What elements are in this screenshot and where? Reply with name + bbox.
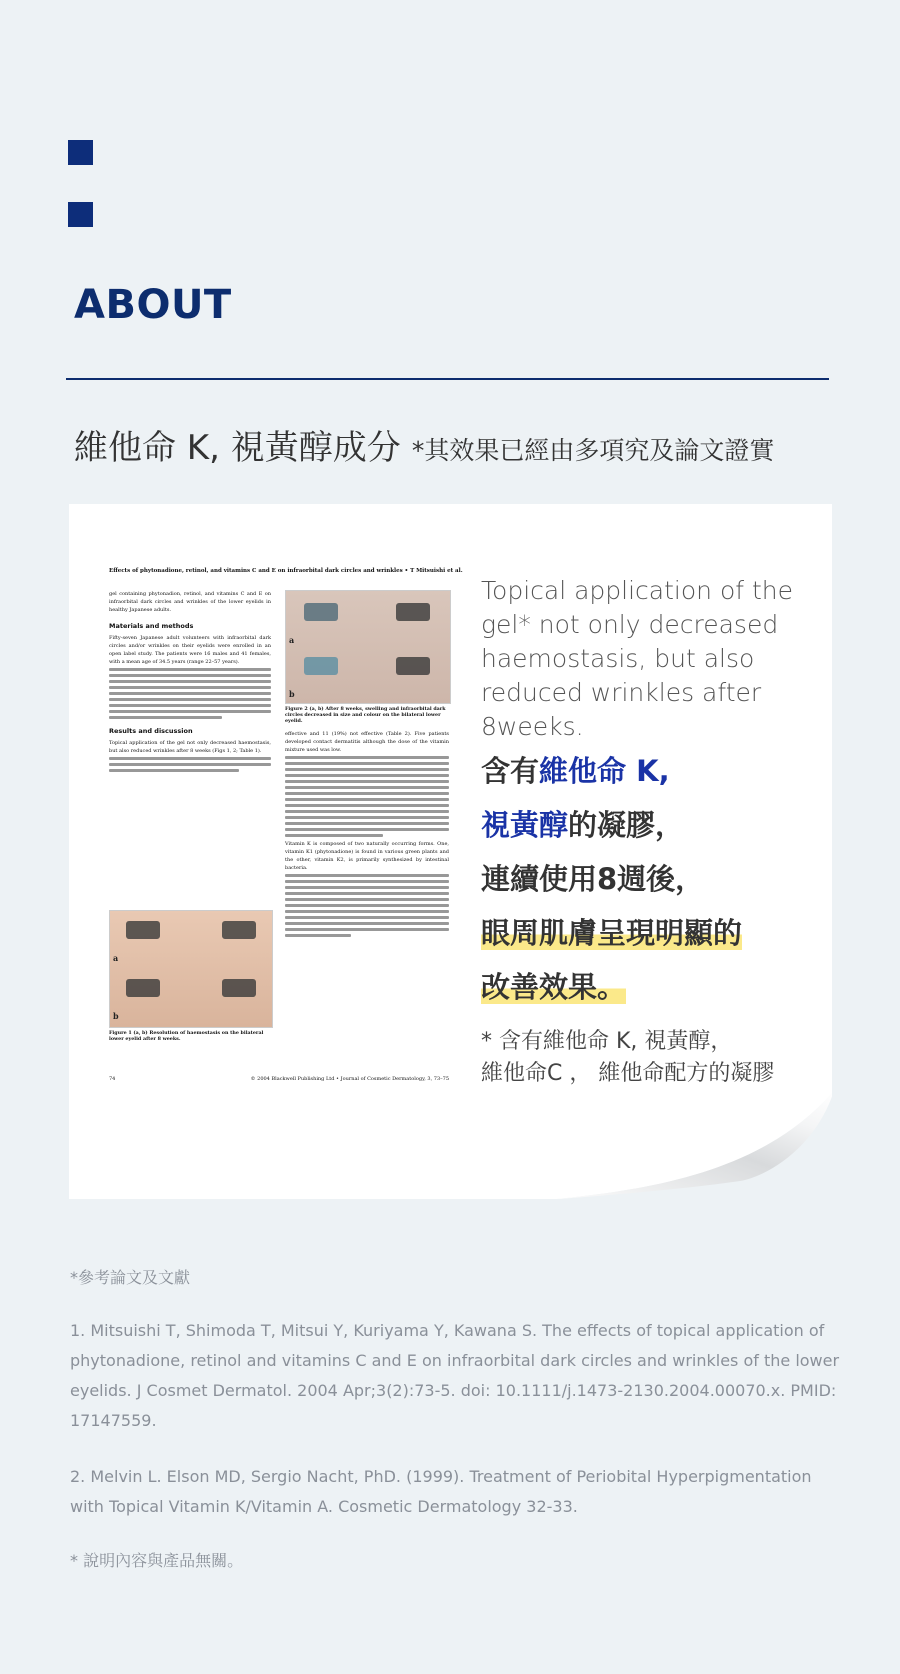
figure-label-a: a bbox=[113, 953, 119, 963]
zh-highlighted-text: 改善效果。 bbox=[481, 970, 627, 1004]
eye-region bbox=[222, 979, 256, 997]
zh-blue-text: 視黃醇 bbox=[481, 808, 569, 842]
paper-figure-2-caption: Figure 2 (a, b) After 8 weeks, swelling and infraorbital dark circles decreased in size and colour on the bilateral lower eyelid. bbox=[285, 706, 446, 724]
zh-line-5 bbox=[481, 960, 811, 1014]
figure-label-b: b bbox=[113, 1011, 119, 1021]
figure-label-b: b bbox=[289, 689, 295, 699]
paper-intro: gel containing phytonadion, retinol, and vitamins C and E on infraorbital dark circles and wrinkles of the lower eyelids in healthy Japanese adults. bbox=[109, 591, 271, 613]
decor-square-bottom bbox=[68, 202, 93, 227]
paper-text-lines bbox=[109, 757, 271, 772]
eye-region bbox=[126, 979, 160, 997]
disclaimer: * 說明內容與產品無關。 bbox=[70, 1551, 244, 1570]
eye-region bbox=[396, 657, 430, 675]
paper-results-text: Topical application of the gel not only decreased haemostasis, but also reduced wrinkles after 8 weeks (Figs 1, 2; Table 1). bbox=[109, 740, 271, 754]
eye-region bbox=[304, 657, 338, 675]
paper-text-lines bbox=[285, 756, 449, 837]
headline-main: 維他命 K, 視黃醇成分 bbox=[74, 428, 401, 468]
zh-highlight-block bbox=[481, 744, 811, 1014]
reference-item: 2. Melvin L. Elson MD, Sergio Nacht, PhD. (1999). Treatment of Periobital Hyperpigmentation with Topical Vitamin K/Vitamin A. Cosmetic Dermatology 32-33. bbox=[70, 1467, 812, 1516]
eye-region bbox=[222, 921, 256, 939]
paper-page-number: 74 bbox=[109, 1076, 116, 1082]
zh-line-2 bbox=[481, 798, 811, 852]
zh-footnote-line-2: 維他命C ， 維他命配方的凝膠 bbox=[481, 1061, 775, 1086]
english-quote: Topical application of the gel* not only decreased haemostasis, but also reduced wrinkles after 8weeks. bbox=[481, 576, 794, 741]
zh-text: 含有 bbox=[481, 754, 540, 788]
paper-footer: © 2004 Blackwell Publishing Ltd • Journal of Cosmetic Dermatology, 3, 73–75 bbox=[250, 1076, 449, 1082]
reference-item: 1. Mitsuishi T, Shimoda T, Mitsui Y, Kuriyama Y, Kawana S. The effects of topical application of phytonadione, retinol and vitamins C and E on infraorbital dark circles and wrinkles of the lower eyelids. J Cosmet Dermatol. 2004 Apr;3(2):73-5. doi: 10.1111/j.1473-2130.2004.00070.x. PMID: 17147559. bbox=[70, 1321, 840, 1430]
paper-methods-text: Fifty-seven Japanese adult volunteers with infraorbital dark circles and/or wrinkles on their eyelids were enrolled in an open label study. The patients were 16 males and 41 females, with a mean age of 34.5 years (range 22–57 years). bbox=[109, 635, 271, 665]
paper-running-head: Effects of phytonadione, retinol, and vitamins C and E on infraorbital dark circles and wrinkles • T Mitsuishi et al. bbox=[109, 568, 463, 574]
paper-column-right bbox=[285, 730, 449, 940]
figure-label-a: a bbox=[289, 635, 295, 645]
headline bbox=[74, 420, 774, 469]
paper-figure-2 bbox=[285, 590, 451, 704]
headline-note: *其效果已經由多項究及論文證實 bbox=[411, 436, 775, 465]
decor-square-top bbox=[68, 140, 93, 165]
zh-text: 的凝膠， bbox=[568, 808, 685, 842]
references bbox=[70, 1265, 840, 1571]
zh-line-1 bbox=[481, 744, 811, 798]
zh-blue-text: 維他命 K, bbox=[539, 754, 670, 788]
paper-col2-text-b: Vitamin K is composed of two naturally occurring forms. One, vitamin K1 (phytonadione) is found in various green plants and the other, vitamin K2, is primarily synthesized by intestinal bacteria. bbox=[285, 841, 449, 871]
paper-column-left bbox=[109, 590, 271, 775]
study-card bbox=[69, 504, 832, 1199]
zh-footnote bbox=[481, 1026, 811, 1090]
eye-region bbox=[126, 921, 160, 939]
eye-region bbox=[396, 603, 430, 621]
title-divider bbox=[66, 378, 829, 380]
paper-text-lines bbox=[285, 874, 449, 937]
paper-figure-1-caption: Figure 1 (a, b) Resolution of haemostasis on the bilateral lower eyelid after 8 weeks. bbox=[109, 1030, 264, 1042]
paper-results-heading: Results and discussion bbox=[109, 727, 193, 735]
zh-footnote-line-1: * 含有維他命 K, 視黃醇， bbox=[481, 1029, 733, 1054]
zh-line-3: 連續使用8週後， bbox=[481, 862, 705, 896]
paper-methods-heading: Materials and methods bbox=[109, 622, 194, 630]
eye-region bbox=[304, 603, 338, 621]
zh-line-4 bbox=[481, 906, 811, 960]
references-title: *參考論文及文獻 bbox=[70, 1268, 191, 1287]
zh-highlighted-text: 眼周肌膚呈現明顯的 bbox=[481, 916, 743, 950]
section-title: ABOUT bbox=[74, 282, 232, 328]
paper-col2-text: effective and 11 (19%) not effective (Table 2). Five patients developed contact dermatitis although the dose of the vitamin mixture used was low. bbox=[285, 731, 449, 753]
paper-text-lines bbox=[109, 668, 271, 719]
paper-figure-1 bbox=[109, 910, 273, 1028]
page-curl-decoration bbox=[534, 1091, 832, 1199]
